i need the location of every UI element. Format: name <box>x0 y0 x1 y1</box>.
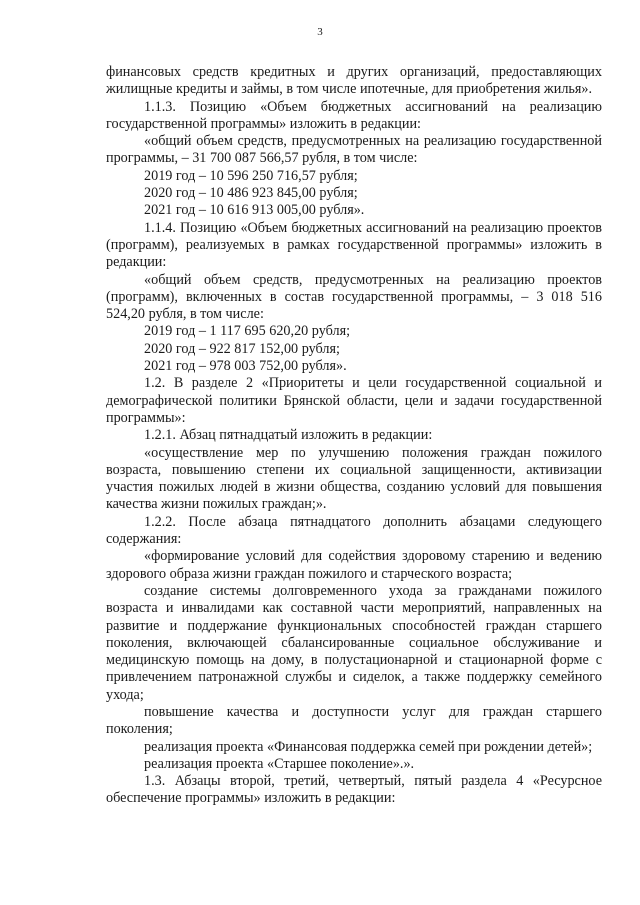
paragraph: 2021 год – 10 616 913 005,00 рубля». <box>144 202 365 219</box>
paragraph: реализация проекта «Старшее поколение».». <box>144 755 415 772</box>
paragraph: 1.2. В разделе 2 «Приоритеты и цели государственной социальной и демографической политики Брянской области, цели и задачи государственной программы»: <box>106 375 602 426</box>
paragraph: 1.1.4. Позицию «Объем бюджетных ассигнований на реализацию проектов (программ), реализуемых в рамках государственной программы» изложить в редакции: <box>106 219 602 271</box>
paragraph: реализация проекта «Финансовая поддержка семей при рождении детей»; <box>144 738 593 755</box>
paragraph: создание системы долговременного ухода за гражданами пожилого возраста и инвалидами как составной части мероприятий, направленных на развитие и поддержание функциональных способностей граждан старшего поколения, включающей сбалансированные социальное обслуживание и медицинскую помощь на дому, в полустационарной и стационарной форме с привлечением патронажной службы и сиделок, а также поддержку семейного ухода; <box>106 582 602 703</box>
paragraph: 2021 год – 978 003 752,00 рубля». <box>144 358 347 375</box>
paragraph: 2019 год – 1 117 695 620,20 рубля; <box>144 323 351 340</box>
paragraph: «общий объем средств, предусмотренных на реализацию государственной программы, – 31 700 087 566,57 рубля, в том числе: <box>106 133 602 167</box>
paragraph: 1.1.3. Позицию «Объем бюджетных ассигнований на реализацию государственной программы» изложить в редакции: <box>106 98 602 132</box>
paragraph: «общий объем средств, предусмотренных на реализацию проектов (программ), включенных в состав государственной программы, – 3 018 516 524,20 рубля, в том числе: <box>106 271 602 323</box>
paragraph: повышение качества и доступности услуг для граждан старшего поколения; <box>106 703 602 738</box>
paragraph: «осуществление мер по улучшению положения граждан пожилого возраста, повышению степени их социальной защищенности, активизации участия пожилых людей в жизни общества, созданию условий для повышения качества жизни пожилых граждан;». <box>106 444 602 513</box>
paragraph: 1.2.2. После абзаца пятнадцатого дополнить абзацами следующего содержания: <box>106 513 602 548</box>
paragraph: «формирование условий для содействия здоровому старению и ведению здорового образа жизни граждан пожилого и старческого возраста; <box>106 548 602 582</box>
paragraph: 2019 год – 10 596 250 716,57 рубля; <box>144 167 358 184</box>
paragraph: 1.2.1. Абзац пятнадцатый изложить в редакции: <box>144 427 433 444</box>
paragraph: 2020 год – 10 486 923 845,00 рубля; <box>144 185 358 202</box>
document-body <box>106 64 602 808</box>
page-number: 3 <box>317 26 323 38</box>
paragraph: финансовых средств кредитных и других организаций, предоставляющих жилищные кредиты и займы, в том числе ипотечные, для приобретения жилья». <box>106 64 602 98</box>
paragraph: 1.3. Абзацы второй, третий, четвертый, пятый раздела 4 «Ресурсное обеспечение программы» изложить в редакции: <box>106 773 602 807</box>
paragraph: 2020 год – 922 817 152,00 рубля; <box>144 340 340 357</box>
